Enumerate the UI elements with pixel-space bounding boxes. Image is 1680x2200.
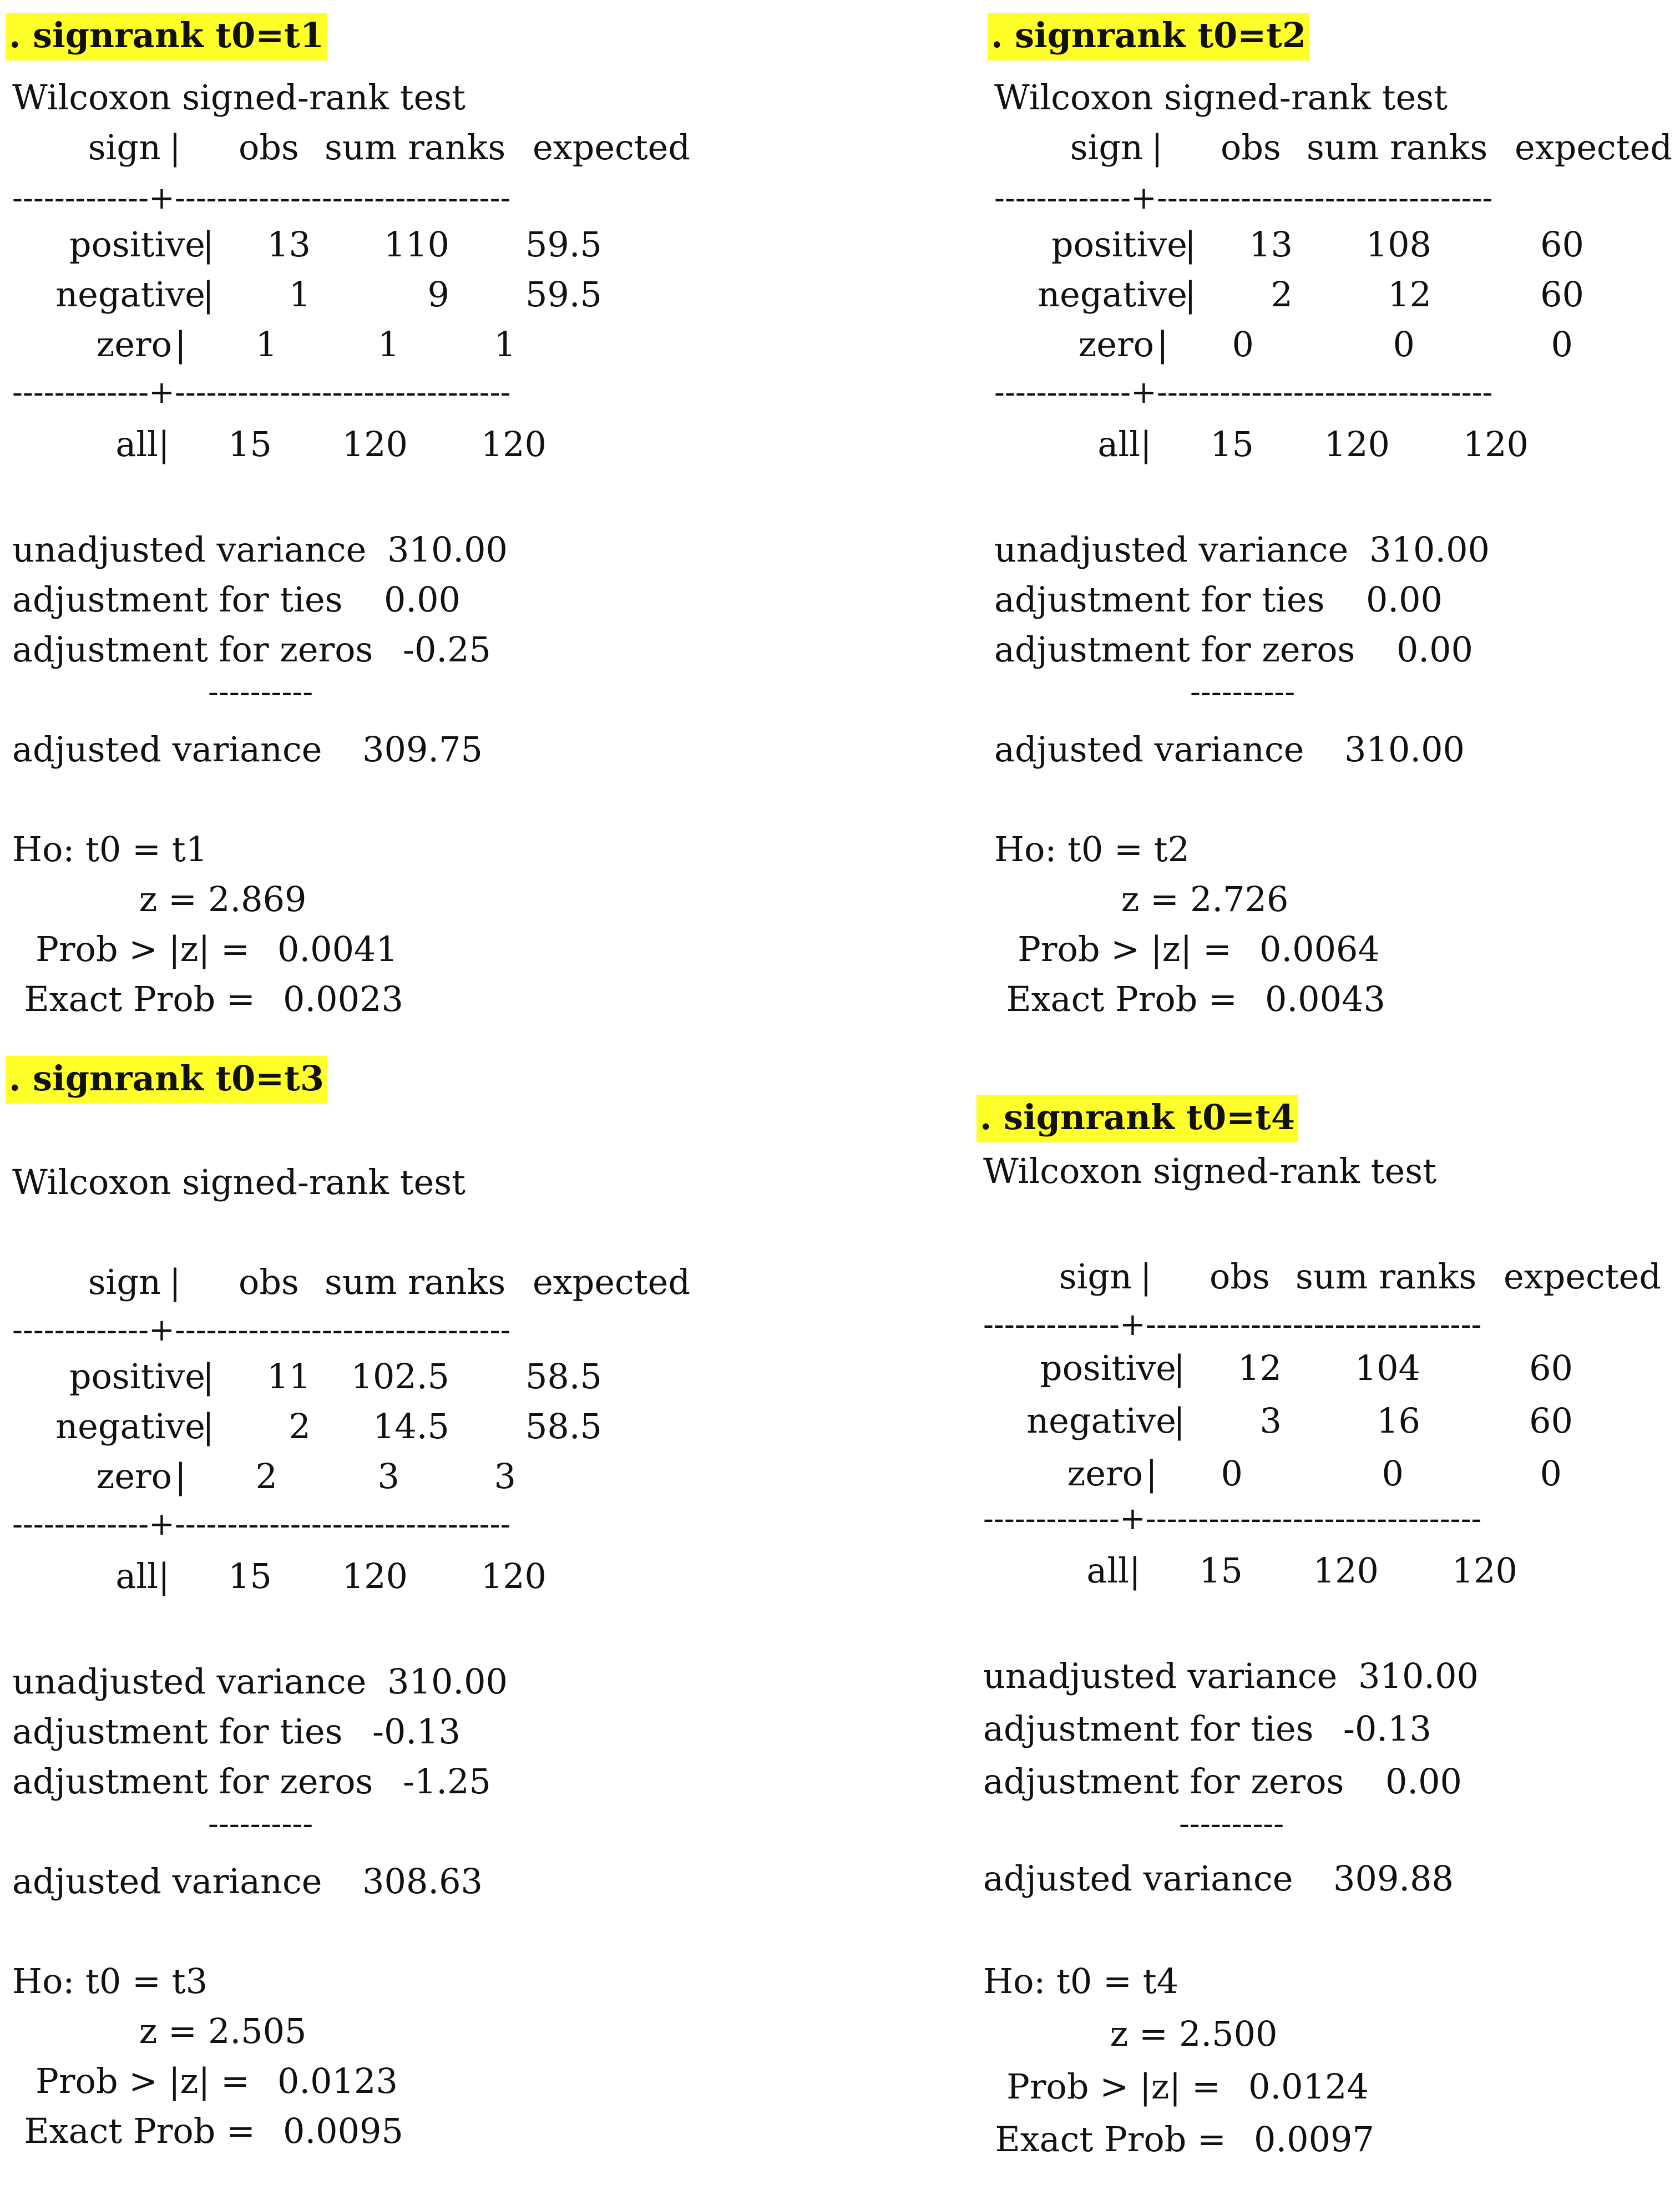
header-separator: | <box>1140 1256 1152 1297</box>
zeros-adjustment-value: -1.25 <box>403 1761 491 1802</box>
row-expected: 60 <box>1540 274 1584 315</box>
prob-value: 0.0124 <box>1248 2066 1369 2107</box>
row-separator: | <box>175 324 186 365</box>
row-separator: | <box>175 1456 186 1496</box>
row-obs: 0 <box>1221 1453 1243 1494</box>
unadjusted-variance-value: 310.00 <box>387 1661 508 1702</box>
row-sign: positive <box>1051 224 1187 265</box>
row-separator: | <box>203 1406 214 1447</box>
ties-adjustment-value: -0.13 <box>372 1711 461 1752</box>
zeros-adjustment-label: adjustment for zeros <box>12 629 373 670</box>
header-sum-ranks: sum ranks <box>325 127 506 168</box>
table-rule-bottom: -------------+-------------------------------- <box>12 1506 511 1542</box>
table-rule-bottom: -------------+-------------------------------- <box>994 375 1493 411</box>
command-line: . signrank t0=t1 <box>6 13 327 60</box>
null-hypothesis: Ho: t0 = t2 <box>994 829 1190 869</box>
adjusted-variance-label: adjusted variance <box>12 1861 322 1901</box>
total-separator: | <box>158 424 170 464</box>
row-expected: 0 <box>1540 1453 1562 1494</box>
row-separator: | <box>1185 274 1196 315</box>
z-value: 2.726 <box>1190 879 1289 919</box>
signrank-output-panel-1 <box>0 0 832 1054</box>
zeros-adjustment-value: 0.00 <box>1396 629 1473 670</box>
table-rule-top: -------------+-------------------------------- <box>12 180 511 216</box>
header-sum-ranks: sum ranks <box>1307 127 1488 168</box>
ties-adjustment-label: adjustment for ties <box>983 1708 1314 1749</box>
adjusted-variance-value: 310.00 <box>1344 729 1465 770</box>
header-sign: sign <box>1059 1256 1132 1297</box>
prob-label: Prob > |z| = <box>1006 2066 1221 2107</box>
z-label: z = <box>1110 2014 1168 2054</box>
row-sign: positive <box>69 224 205 265</box>
total-separator: | <box>1129 1550 1141 1591</box>
z-label: z = <box>139 2011 197 2051</box>
row-sign: negative <box>1026 1400 1176 1441</box>
exact-prob-label: Exact Prob = <box>24 979 255 1019</box>
ties-adjustment-value: 0.00 <box>1365 579 1443 620</box>
row-sign: negative <box>55 274 205 315</box>
table-rule-bottom: -------------+-------------------------------- <box>12 375 511 411</box>
null-hypothesis: Ho: t0 = t3 <box>12 1961 208 2001</box>
total-obs: 15 <box>1199 1550 1243 1591</box>
z-label: z = <box>139 879 197 919</box>
row-sum-ranks: 110 <box>383 224 449 265</box>
total-obs: 15 <box>228 1556 272 1596</box>
row-sum-ranks: 16 <box>1377 1400 1420 1441</box>
total-sign: all <box>1097 424 1140 464</box>
header-obs: obs <box>239 127 299 168</box>
row-obs: 13 <box>1249 224 1293 265</box>
unadjusted-variance-label: unadjusted variance <box>12 1661 367 1702</box>
prob-value: 0.0064 <box>1259 929 1380 969</box>
adjusted-variance-value: 309.75 <box>362 729 483 770</box>
row-sign: positive <box>1040 1348 1176 1388</box>
row-sign: negative <box>1038 274 1187 315</box>
row-obs: 13 <box>267 224 311 265</box>
prob-label: Prob > |z| = <box>36 929 250 969</box>
header-separator: | <box>169 127 181 168</box>
row-expected: 60 <box>1529 1348 1573 1388</box>
row-sum-ranks: 14.5 <box>372 1406 449 1447</box>
exact-prob-label: Exact Prob = <box>995 2119 1226 2159</box>
header-obs: obs <box>1210 1256 1270 1297</box>
ties-adjustment-label: adjustment for ties <box>12 1711 343 1752</box>
ties-adjustment-label: adjustment for ties <box>994 579 1325 620</box>
exact-prob-value: 0.0097 <box>1254 2119 1374 2159</box>
unadjusted-variance-label: unadjusted variance <box>994 529 1349 570</box>
total-sign: all <box>1086 1550 1129 1591</box>
signrank-output-panel-2 <box>982 0 1680 1054</box>
prob-value: 0.0041 <box>277 929 398 969</box>
row-expected: 59.5 <box>525 224 602 265</box>
row-sum-ranks: 108 <box>1365 224 1431 265</box>
zeros-adjustment-label: adjustment for zeros <box>983 1761 1344 1802</box>
variance-rule: ---------- <box>1179 1806 1284 1842</box>
signrank-output-panel-3 <box>0 1043 832 2151</box>
test-title: Wilcoxon signed-rank test <box>994 77 1448 118</box>
row-sign: zero <box>1078 324 1154 365</box>
row-separator: | <box>1173 1348 1185 1388</box>
zeros-adjustment-label: adjustment for zeros <box>994 629 1355 670</box>
null-hypothesis: Ho: t0 = t1 <box>12 829 208 869</box>
exact-prob-value: 0.0023 <box>283 979 403 1019</box>
z-value: 2.505 <box>208 2011 307 2051</box>
total-sum-ranks: 120 <box>1324 424 1390 464</box>
row-separator: | <box>203 274 214 315</box>
total-obs: 15 <box>1210 424 1254 464</box>
row-expected: 1 <box>494 324 516 365</box>
test-title: Wilcoxon signed-rank test <box>12 1162 466 1202</box>
signrank-output-panel-4 <box>971 1082 1680 2159</box>
row-obs: 12 <box>1238 1348 1282 1388</box>
header-sign: sign <box>88 1262 161 1302</box>
row-expected: 0 <box>1551 324 1573 365</box>
command-line: . signrank t0=t4 <box>976 1095 1298 1142</box>
row-sign: zero <box>96 1456 172 1496</box>
prob-value: 0.0123 <box>277 2061 398 2101</box>
header-expected: expected <box>533 1262 691 1302</box>
row-sum-ranks: 12 <box>1388 274 1431 315</box>
header-obs: obs <box>239 1262 299 1302</box>
zeros-adjustment-value: 0.00 <box>1385 1761 1462 1802</box>
exact-prob-label: Exact Prob = <box>24 2111 255 2151</box>
row-sign: zero <box>96 324 172 365</box>
total-sum-ranks: 120 <box>342 424 408 464</box>
row-separator: | <box>1173 1400 1185 1441</box>
header-sign: sign <box>88 127 161 168</box>
table-rule-top: -------------+-------------------------------- <box>983 1307 1482 1343</box>
header-sum-ranks: sum ranks <box>1296 1256 1477 1297</box>
row-sum-ranks: 3 <box>377 1456 399 1496</box>
row-expected: 3 <box>494 1456 516 1496</box>
variance-rule: ---------- <box>1190 674 1296 710</box>
row-obs: 1 <box>289 274 311 315</box>
header-obs: obs <box>1221 127 1281 168</box>
exact-prob-value: 0.0095 <box>283 2111 403 2151</box>
row-obs: 11 <box>267 1356 311 1397</box>
table-rule-top: -------------+-------------------------------- <box>12 1312 511 1348</box>
row-sign: negative <box>55 1406 205 1447</box>
unadjusted-variance-value: 310.00 <box>1358 1656 1479 1696</box>
row-obs: 2 <box>255 1456 277 1496</box>
total-sign: all <box>115 424 158 464</box>
total-obs: 15 <box>228 424 272 464</box>
row-sum-ranks: 104 <box>1354 1348 1420 1388</box>
row-separator: | <box>203 224 214 265</box>
total-separator: | <box>158 1556 170 1596</box>
row-expected: 60 <box>1540 224 1584 265</box>
ties-adjustment-value: -0.13 <box>1343 1708 1431 1749</box>
unadjusted-variance-value: 310.00 <box>387 529 508 570</box>
total-separator: | <box>1140 424 1152 464</box>
row-obs: 2 <box>289 1406 311 1447</box>
test-title: Wilcoxon signed-rank test <box>12 77 466 118</box>
unadjusted-variance-label: unadjusted variance <box>983 1656 1338 1696</box>
adjusted-variance-value: 308.63 <box>362 1861 483 1901</box>
total-expected: 120 <box>480 1556 546 1596</box>
row-expected: 59.5 <box>525 274 602 315</box>
prob-label: Prob > |z| = <box>36 2061 250 2101</box>
table-rule-top: -------------+-------------------------------- <box>994 180 1493 216</box>
adjusted-variance-label: adjusted variance <box>994 729 1304 770</box>
row-obs: 1 <box>255 324 277 365</box>
row-obs: 2 <box>1271 274 1293 315</box>
total-expected: 120 <box>1463 424 1529 464</box>
header-expected: expected <box>533 127 691 168</box>
total-sum-ranks: 120 <box>1313 1550 1379 1591</box>
row-sum-ranks: 102.5 <box>351 1356 449 1397</box>
variance-rule: ---------- <box>208 1806 313 1842</box>
row-sum-ranks: 0 <box>1382 1453 1404 1494</box>
header-expected: expected <box>1515 127 1673 168</box>
row-obs: 3 <box>1259 1400 1282 1441</box>
row-sum-ranks: 9 <box>427 274 449 315</box>
header-separator: | <box>169 1262 181 1302</box>
adjusted-variance-label: adjusted variance <box>983 1858 1293 1899</box>
header-sum-ranks: sum ranks <box>325 1262 506 1302</box>
table-rule-bottom: -------------+-------------------------------- <box>983 1501 1482 1537</box>
command-line: . signrank t0=t3 <box>6 1056 327 1104</box>
z-label: z = <box>1121 879 1179 919</box>
row-sum-ranks: 0 <box>1393 324 1415 365</box>
header-sign: sign <box>1070 127 1143 168</box>
row-sign: positive <box>69 1356 205 1397</box>
total-expected: 120 <box>1451 1550 1517 1591</box>
z-value: 2.869 <box>208 879 307 919</box>
test-title: Wilcoxon signed-rank test <box>983 1151 1437 1191</box>
exact-prob-label: Exact Prob = <box>1006 979 1237 1019</box>
row-expected: 58.5 <box>525 1406 602 1447</box>
unadjusted-variance-value: 310.00 <box>1369 529 1490 570</box>
row-obs: 0 <box>1232 324 1254 365</box>
row-separator: | <box>1157 324 1168 365</box>
row-separator: | <box>1185 224 1196 265</box>
total-expected: 120 <box>480 424 546 464</box>
null-hypothesis: Ho: t0 = t4 <box>983 1961 1179 2001</box>
zeros-adjustment-label: adjustment for zeros <box>12 1761 373 1802</box>
row-expected: 58.5 <box>525 1356 602 1397</box>
adjusted-variance-value: 309.88 <box>1333 1858 1454 1899</box>
row-separator: | <box>1146 1453 1157 1494</box>
ties-adjustment-value: 0.00 <box>383 579 461 620</box>
row-sign: zero <box>1067 1453 1143 1494</box>
exact-prob-value: 0.0043 <box>1265 979 1385 1019</box>
variance-rule: ---------- <box>208 674 313 710</box>
z-value: 2.500 <box>1179 2014 1278 2054</box>
unadjusted-variance-label: unadjusted variance <box>12 529 367 570</box>
total-sum-ranks: 120 <box>342 1556 408 1596</box>
total-sign: all <box>115 1556 158 1596</box>
prob-label: Prob > |z| = <box>1018 929 1232 969</box>
ties-adjustment-label: adjustment for ties <box>12 579 343 620</box>
adjusted-variance-label: adjusted variance <box>12 729 322 770</box>
row-separator: | <box>203 1356 214 1397</box>
command-line: . signrank t0=t2 <box>988 13 1309 60</box>
header-separator: | <box>1151 127 1163 168</box>
row-sum-ranks: 1 <box>377 324 399 365</box>
header-expected: expected <box>1504 1256 1662 1297</box>
zeros-adjustment-value: -0.25 <box>403 629 491 670</box>
row-expected: 60 <box>1529 1400 1573 1441</box>
